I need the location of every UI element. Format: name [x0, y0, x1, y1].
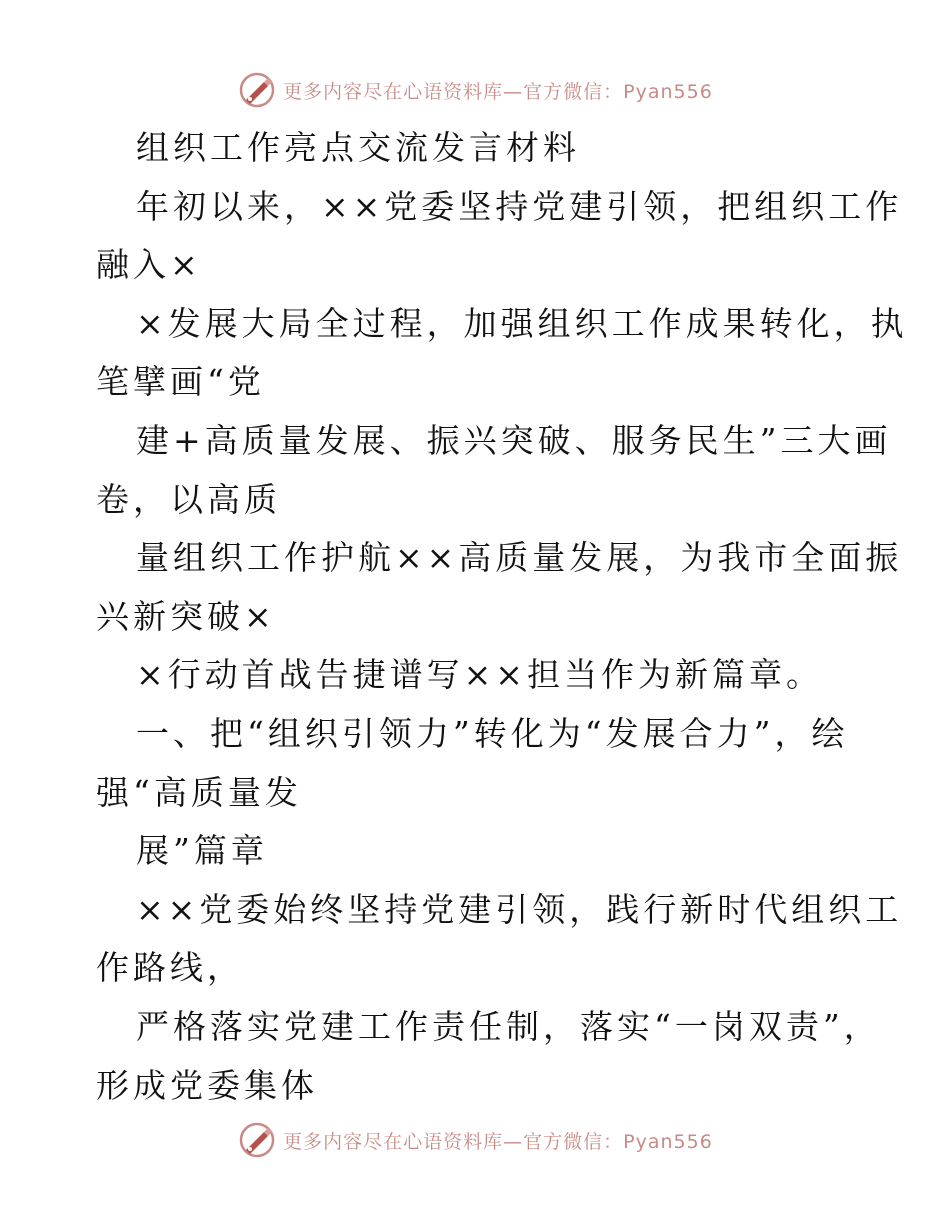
paragraph-line: 量组织工作护航××高质量发展，为我市全面振 — [136, 538, 903, 578]
header-watermark — [0, 68, 950, 112]
pen-logo-icon — [237, 70, 277, 110]
paragraph-line: ×发展大局全过程，加强组织工作成果转化，执 — [136, 303, 908, 343]
paragraph-line: 建+高质量发展、振兴突破、服务民生”三大画 — [136, 420, 892, 460]
paragraph-line: 卷，以高质 — [96, 479, 281, 519]
section-heading-line: 强“高质量发 — [96, 772, 302, 812]
section-heading-line: 展”篇章 — [136, 831, 268, 871]
paragraph-line: 兴新突破× — [96, 596, 276, 636]
watermark-text: 更多内容尽在心语资料库—官方微信：Pyan556 — [283, 80, 713, 103]
paragraph-line: ×行动首战告捷谱写××担当作为新篇章。 — [136, 655, 823, 695]
paragraph-line: 形成党委集体 — [96, 1065, 318, 1105]
footer-watermark — [0, 1118, 950, 1162]
document-body — [96, 126, 908, 1122]
pen-logo-icon — [237, 1120, 277, 1160]
paragraph-line: 年初以来，××党委坚持党建引领，把组织工作 — [136, 186, 903, 226]
paragraph-line: 作路线， — [96, 948, 244, 988]
document-title: 组织工作亮点交流发言材料 — [136, 128, 580, 167]
watermark-text: 更多内容尽在心语资料库—官方微信：Pyan556 — [283, 1130, 713, 1153]
paragraph-line: 融入× — [96, 245, 202, 285]
paragraph-line: 严格落实党建工作责任制，落实“一岗双责”， — [136, 1006, 881, 1046]
paragraph-line: 笔擘画“党 — [96, 362, 265, 402]
section-heading-line: 一、把“组织引领力”转化为“发展合力”，绘 — [136, 713, 849, 753]
paragraph-line: ××党委始终坚持党建引领，践行新时代组织工 — [136, 889, 903, 929]
